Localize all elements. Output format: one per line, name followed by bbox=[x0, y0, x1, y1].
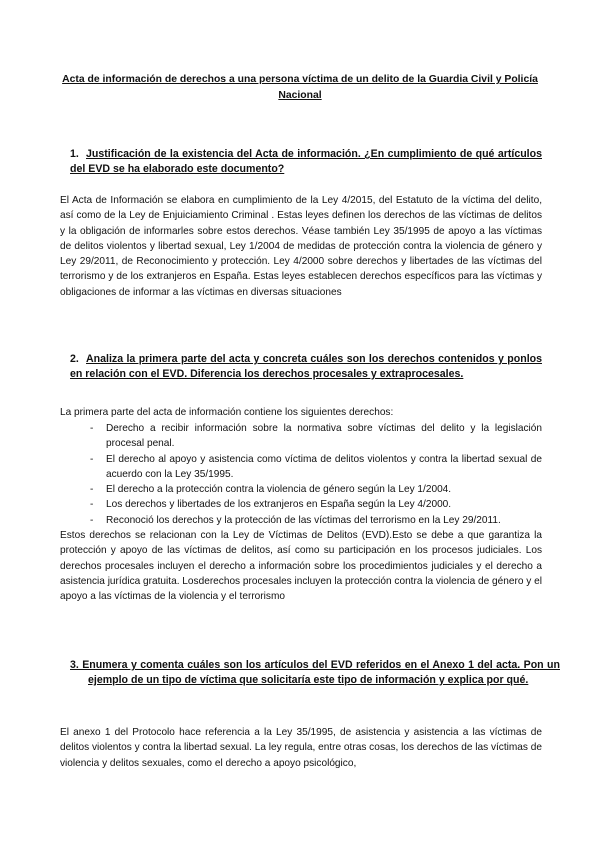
section-3-paragraph: El anexo 1 del Protocolo hace referencia a la Ley 35/1995, de asistencia y asistencia a las víctimas de delitos violentos y contra la libertad sexual. La ley regula, entre otras cosas, los derechos de las víctimas de violencia y delitos sexuales, como el derecho a apoyo psicológico, bbox=[60, 727, 542, 769]
section-2-heading-text: Analiza la primera parte del acta y concreta cuáles son los derechos contenidos y ponlos en relación con el EVD. Diferencia los derechos procesales y extraprocesales. bbox=[70, 353, 542, 380]
list-item: - Derecho a recibir información sobre la normativa sobre víctimas del delito y la legislación procesal penal. bbox=[88, 421, 542, 452]
list-item: - Reconoció los derechos y la protección de las víctimas del terrorismo en la Ley 29/2011. bbox=[88, 513, 542, 528]
rights-list bbox=[88, 421, 542, 528]
section-3-heading bbox=[70, 658, 560, 688]
section-1-heading-text: Justificación de la existencia del Acta de información. ¿En cumplimiento de qué artículos del EVD se ha elaborado este documento? bbox=[70, 148, 542, 175]
section-1-paragraph: El Acta de Información se elabora en cumplimiento de la Ley 4/2015, del Estatuto de la víctima del delito, así como de la Ley de Enjuiciamiento Criminal . Estas leyes definen los derechos de las víctimas de delitos y la obligación de informarles sobre estos derechos. Véase también Ley 35/1995 de apoyo a las víctimas de delitos violentos y libertad sexual, Ley 1/2004 de medidas de protección contra la violencia de género y Ley 29/2011, de Reconocimiento y protección. Ley 4/2000 sobre derechos y libertades de las víctimas del terrorismo y de los extranjeros en España. Estas leyes establecen derechos específicos para las víctimas y obligaciones de informar a las víctimas en diversas situaciones bbox=[60, 195, 542, 298]
list-item: - El derecho al apoyo y asistencia como víctima de delitos violentos y contra la libertad sexual de acuerdo con la Ley 35/1995. bbox=[88, 452, 542, 483]
section-2-number: 2. bbox=[70, 353, 79, 365]
section-3-heading-text: 3. Enumera y comenta cuáles son los artículos del EVD referidos en el Anexo 1 del acta. Pon un ejemplo de un tipo de víctima que solicitaría este tipo de información y explica por qué. bbox=[70, 659, 560, 686]
document-title: Acta de información de derechos a una persona víctima de un delito de la Guardia Civil y Policía Nacional bbox=[62, 74, 538, 101]
section-2-heading bbox=[70, 352, 542, 382]
list-item: - Los derechos y libertades de los extranjeros en España según la Ley 4/2000. bbox=[88, 497, 542, 512]
section-2-paragraph: Estos derechos se relacionan con la Ley de Víctimas de Delitos (EVD).Esto se debe a que garantiza la protección y apoyo de las víctimas de delitos, así como su participación en los procesos judiciales. Los derechos procesales incluyen el derecho a información sobre los procedimientos judiciales y el derecho a asistencia jurídica gratuita. Losderechos procesales incluyen la protección contra la violencia de género y el apoyo a las víctimas de la violencia y el terrorismo bbox=[60, 530, 542, 603]
section-1-number: 1. bbox=[70, 148, 79, 160]
list-item: - El derecho a la protección contra la violencia de género según la Ley 1/2004. bbox=[88, 482, 542, 497]
section-1-heading bbox=[70, 147, 542, 177]
section-2-intro: La primera parte del acta de información contiene los siguientes derechos: bbox=[60, 407, 394, 418]
